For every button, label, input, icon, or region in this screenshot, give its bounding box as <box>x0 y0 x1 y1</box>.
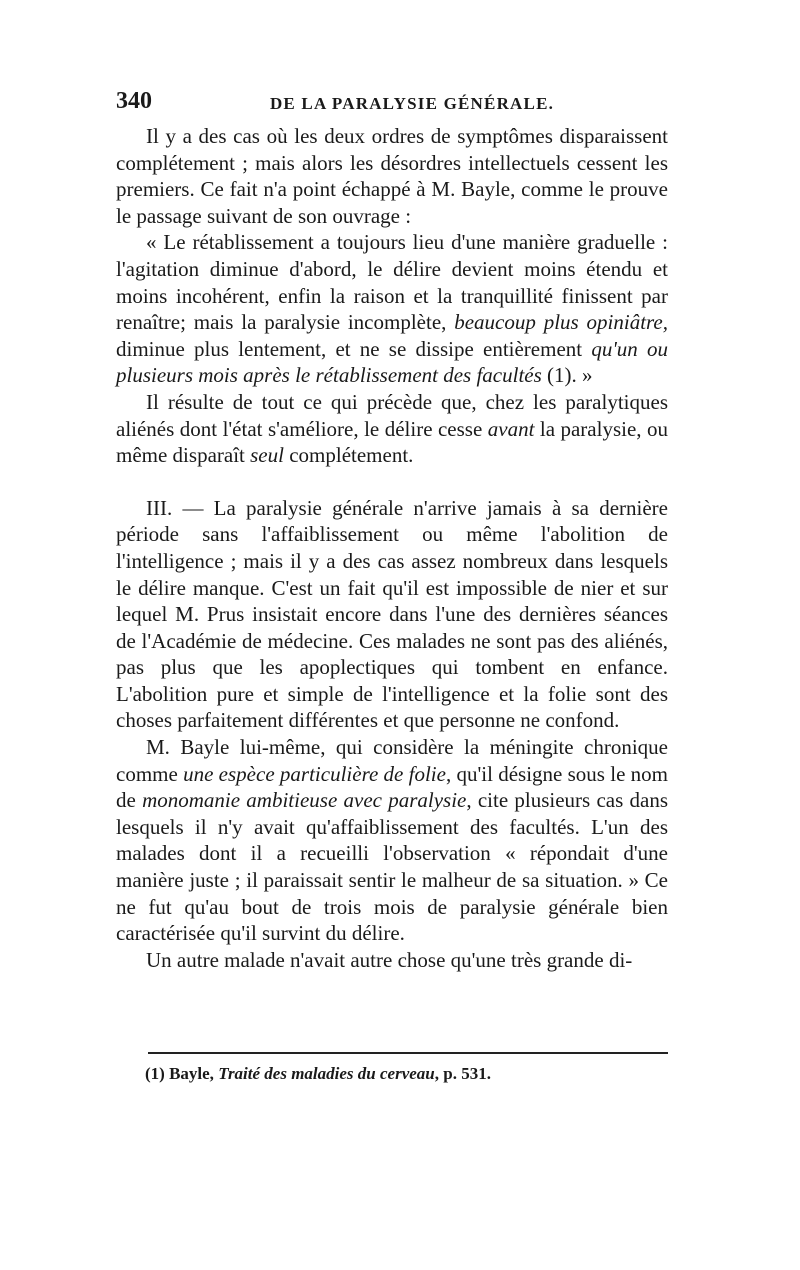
paragraph-4-section-iii: III. — La paralysie générale n'arrive jamais à sa dernière période sans l'affaiblissement ou même l'abolition de l'intelligence ; mais il y a des cas assez nombreux dans lesquels le délire manque. C'est un fait qu'il est impossible de nier et sur lequel M. Prus insistait encore dans l'une des dernières séances de l'Académie de médecine. Ces malades ne sont pas des aliénés, pas plus que les apoplectiques qui tombent en enfance. L'abolition pure et simple de l'intelligence et la folie sont des choses parfaitement différentes et que personne ne confond. <box>116 495 668 733</box>
paragraph-3 <box>116 389 668 469</box>
paragraph-2-quote <box>116 229 668 389</box>
italic-run: seul <box>250 443 284 468</box>
italic-run: qu'un ou plusieurs mois après le rétablissement des facultés <box>116 336 668 388</box>
text-run: « Le rétablissement a toujours lieu d'une manière graduelle : l'agitation diminue d'abord, le délire devient moins étendu et moins incohérent, enfin la raison et la tranquillité finissent par renaître; mais la paralysie incomplète, <box>116 230 668 335</box>
body-text <box>116 123 668 973</box>
text-run: Il résulte de tout ce qui précède que, chez les paralytiques aliénés dont l'état s'améliore, le délire cesse <box>116 389 668 441</box>
text-run: (1). » <box>541 363 593 388</box>
footnote <box>145 1064 668 1084</box>
italic-run: monomanie ambitieuse avec paralysie <box>142 788 467 813</box>
paragraph-1: Il y a des cas où les deux ordres de symptômes disparaissent complétement ; mais alors les désordres intellectuels cessent les premiers. Ce fait n'a point échappé à M. Bayle, comme le prouve le passage suivant de son ouvrage : <box>116 124 668 228</box>
footnote-suffix: , p. 531. <box>434 1064 491 1083</box>
text-run: , qu'il désigne sous le nom de <box>116 761 669 813</box>
italic-run: une espèce particulière de folie <box>183 761 446 786</box>
running-title: DE LA PARALYSIE GÉNÉRALE. <box>269 94 555 113</box>
italic-run: beaucoup plus opiniâtre, <box>454 310 668 335</box>
footnote-title: Traité des maladies du cerveau <box>218 1064 435 1083</box>
text-run: complétement. <box>283 443 414 468</box>
italic-run: avant <box>487 416 535 441</box>
footnote-prefix: (1) Bayle, <box>145 1064 219 1083</box>
text-run: M. Bayle lui-même, qui considère la méningite chronique comme <box>116 735 668 786</box>
text-run: , cite plusieurs cas dans lesquels il n'y avait qu'affaiblissement des facultés. L'un des malades dont il a recueilli l'observation « répondait d'une manière juste ; il paraissait sentir le malheur de sa situation. » Ce ne fut qu'au bout de trois mois de paralysie générale bien caractérisée qu'il survint du délire. <box>116 788 668 946</box>
page-header <box>116 88 668 118</box>
text-run: diminue plus lentement, et ne se dissipe entièrement <box>116 336 592 361</box>
footnote-divider <box>148 1052 668 1054</box>
text-run: la paralysie, ou même disparaît <box>116 416 669 468</box>
paragraph-5 <box>116 734 668 947</box>
page-number: 340 <box>116 88 152 114</box>
paragraph-6: Un autre malade n'avait autre chose qu'une très grande di- <box>146 947 633 972</box>
